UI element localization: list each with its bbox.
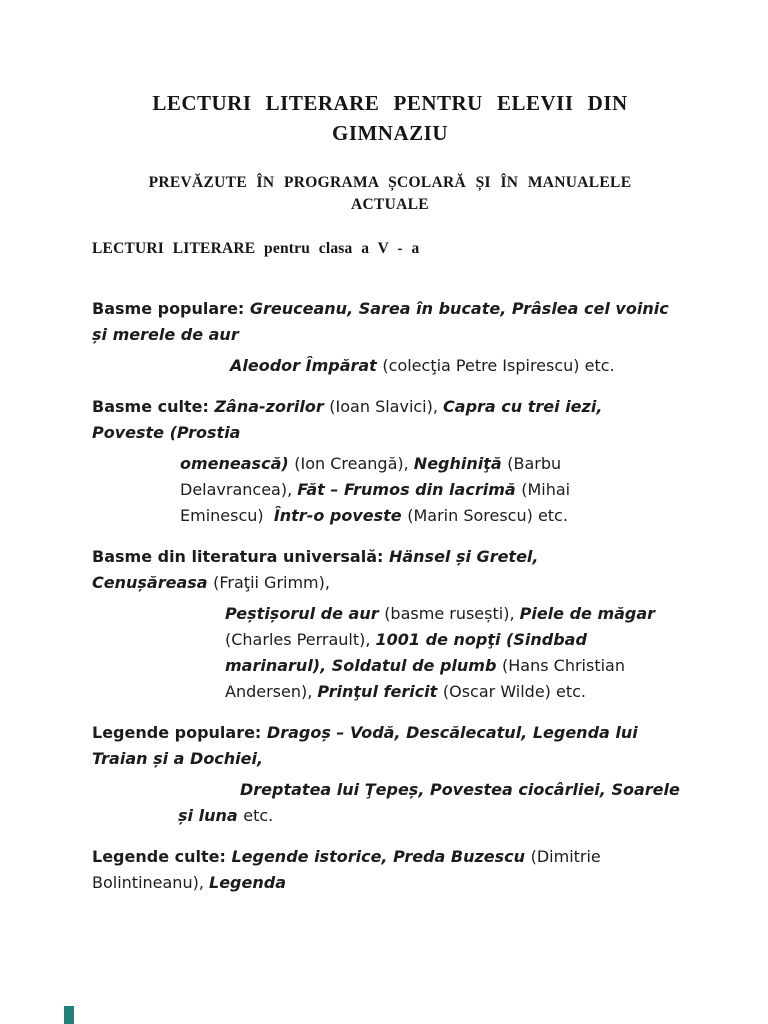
text-line — [225, 601, 688, 627]
text-line — [92, 844, 688, 870]
plain-text: (Charles Perrault), — [225, 630, 376, 649]
plain-text: (colecţia Petre Ispirescu) etc. — [382, 356, 615, 375]
document-subtitle — [92, 172, 688, 216]
work-title: omenească) — [180, 454, 295, 473]
work-title: și luna — [178, 806, 244, 825]
plain-text: (Marin Sorescu) etc. — [407, 506, 568, 525]
plain-text: Delavrancea), — [180, 480, 298, 499]
paragraph — [92, 394, 688, 529]
paragraph — [92, 544, 688, 705]
document-subtitle-line-1: PREVĂZUTE ÎN PROGRAMA ȘCOLARĂ ȘI ÎN MANUALELE — [148, 174, 632, 191]
plain-text: (Fraţii Grimm), — [213, 573, 330, 592]
work-title: Într-o poveste — [273, 506, 408, 525]
work-title: Dragoș – Vodă, Descălecatul, Legenda lui — [266, 723, 638, 742]
plain-text: etc. — [243, 806, 274, 825]
document-body — [92, 296, 688, 896]
plain-text: (basme rusești), — [384, 604, 520, 623]
text-line — [180, 503, 688, 529]
plain-text: (Oscar Wilde) etc. — [442, 682, 586, 701]
work-title: Dreptatea lui Ţepeș, Povestea ciocârliei, Soarele — [240, 780, 680, 799]
document-title-line-1: LECTURI LITERARE PENTRU ELEVII DIN — [152, 91, 628, 115]
document-subtitle-line-2: ACTUALE — [351, 196, 429, 213]
text-line — [230, 353, 688, 379]
category-label: Basme din literatura universală: — [92, 547, 389, 566]
text-line — [225, 627, 688, 653]
text-line — [92, 296, 688, 322]
plain-text: (Mihai — [521, 480, 571, 499]
work-title: Traian și a Dochiei, — [92, 749, 264, 768]
corner-accent-bar — [64, 1006, 74, 1024]
work-title: Peștișorul de aur — [225, 604, 385, 623]
paragraph — [92, 296, 688, 379]
text-line — [240, 777, 688, 803]
text-line — [92, 570, 688, 596]
work-title: Greuceanu, Sarea în bucate, Prâslea cel voinic — [249, 299, 669, 318]
work-title: Hänsel și Gretel, — [388, 547, 539, 566]
document-title-line-2: GIMNAZIU — [331, 121, 448, 145]
category-label: Legende culte: — [92, 847, 232, 866]
plain-text: (Dimitrie — [530, 847, 601, 866]
paragraph — [92, 844, 688, 896]
section-heading-class-5: LECTURI LITERARE pentru clasa a V - a — [92, 240, 420, 257]
work-title: Prinţul fericit — [317, 682, 443, 701]
text-line — [180, 451, 688, 477]
text-line — [92, 746, 688, 772]
text-line — [92, 420, 688, 446]
work-title: Capra cu trei iezi, — [443, 397, 603, 416]
work-title: marinarul), Soldatul de plumb — [225, 656, 502, 675]
category-label: Basme populare: — [92, 299, 250, 318]
document-title — [92, 88, 688, 148]
plain-text: (Hans Christian — [502, 656, 625, 675]
category-label: Legende populare: — [92, 723, 267, 742]
work-title: 1001 de nopţi (Sindbad — [375, 630, 587, 649]
category-label: Basme culte: — [92, 397, 215, 416]
paragraph — [92, 720, 688, 829]
text-line — [92, 870, 688, 896]
plain-text: Eminescu) — [180, 506, 274, 525]
text-line — [92, 322, 688, 348]
work-title: Cenușăreasa — [92, 573, 214, 592]
plain-text: (Barbu — [507, 454, 562, 473]
text-line — [92, 720, 688, 746]
work-title: Făt – Frumos din lacrimă — [297, 480, 522, 499]
plain-text: Andersen), — [225, 682, 318, 701]
work-title: Aleodor Împărat — [230, 356, 383, 375]
work-title: Legenda — [209, 873, 286, 892]
plain-text: Bolintineanu), — [92, 873, 209, 892]
document-header — [92, 88, 688, 216]
work-title: Zâna-zorilor — [214, 397, 330, 416]
text-line — [92, 394, 688, 420]
text-line — [225, 679, 688, 705]
text-line — [178, 803, 688, 829]
text-line — [225, 653, 688, 679]
plain-text: (Ioan Slavici), — [329, 397, 444, 416]
work-title: Piele de măgar — [519, 604, 656, 623]
work-title: și merele de aur — [92, 325, 239, 344]
work-title: Legende istorice, Preda Buzescu — [231, 847, 531, 866]
text-line — [92, 544, 688, 570]
work-title: Poveste (Prostia — [92, 423, 241, 442]
work-title: Neghiniţă — [413, 454, 508, 473]
text-line — [180, 477, 688, 503]
plain-text: (Ion Creangă), — [294, 454, 414, 473]
